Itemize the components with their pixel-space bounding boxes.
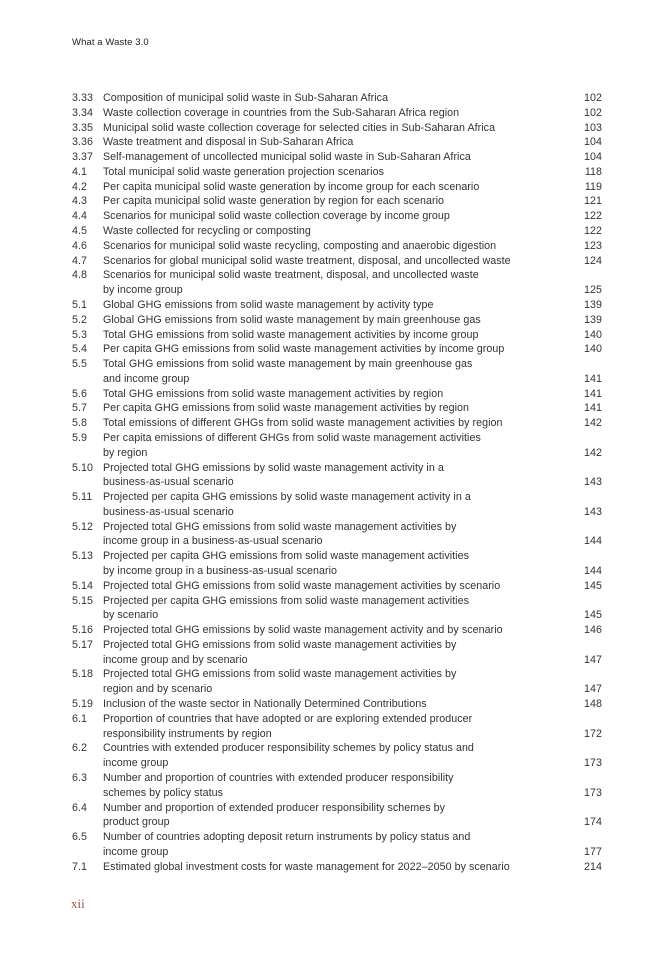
toc-entry-title: Total emissions of different GHGs from solid waste management activities by region <box>103 417 503 430</box>
toc-entry <box>72 121 602 136</box>
toc-entry <box>72 490 602 520</box>
toc-entry <box>72 697 602 712</box>
toc-entry-number: 4.6 <box>72 239 88 252</box>
toc-entry-title: Self-management of uncollected municipal solid waste in Sub-Saharan Africa <box>103 151 471 164</box>
toc-entry-number: 5.5 <box>72 358 88 371</box>
toc-entry-title: Total GHG emissions from solid waste management activities by income group <box>103 328 479 341</box>
toc-entry-page: 142 <box>584 417 602 430</box>
toc-entry-title: Projected total GHG emissions by solid waste management activity in a business-as-usual scenario <box>103 461 444 489</box>
toc-entry-number: 5.18 <box>72 668 94 681</box>
toc-entry-number: 5.2 <box>72 313 88 326</box>
toc-entry-title: Waste treatment and disposal in Sub-Saharan Africa <box>103 136 354 149</box>
toc-entry-page: 147 <box>584 683 602 696</box>
toc-entry-title: Projected per capita GHG emissions by solid waste management activity in a business-as-usual scenario <box>103 491 471 518</box>
toc-entry-number: 3.37 <box>72 151 94 164</box>
toc-entry-page: 144 <box>584 565 602 577</box>
toc-entry-number: 7.1 <box>72 860 88 873</box>
toc-entry-title: Estimated global investment costs for waste management for 2022–2050 by scenario <box>103 860 510 873</box>
toc-entry-number: 4.7 <box>72 254 88 267</box>
toc-entry <box>72 667 602 697</box>
toc-entry-number: 5.11 <box>72 491 93 504</box>
toc-entry <box>72 268 602 298</box>
toc-entry-title: Scenarios for municipal solid waste recycling, composting and anaerobic digestion <box>103 239 497 252</box>
toc-entry-page: 173 <box>584 757 602 770</box>
toc-entry-page: 174 <box>584 816 602 829</box>
toc-entry <box>72 712 602 742</box>
toc-entry <box>72 106 602 121</box>
toc-entry-page: 118 <box>584 165 602 178</box>
toc-entry <box>72 254 602 269</box>
toc-entry-title: Waste collected for recycling or composting <box>103 225 311 238</box>
toc-entry-number: 4.3 <box>72 195 88 208</box>
toc-entry-page: 125 <box>584 284 602 297</box>
toc-entry-number: 5.7 <box>72 402 88 415</box>
toc-entry-title: Projected per capita GHG emissions from solid waste management activities by scenario <box>103 594 469 622</box>
toc-entry-page: 148 <box>584 698 602 711</box>
toc-entry-number: 4.5 <box>72 225 88 238</box>
toc-entry <box>72 239 602 254</box>
toc-entry-page: 172 <box>584 727 602 740</box>
toc-entry-title: Waste collection coverage in countries from the Sub-Saharan Africa region <box>103 106 460 119</box>
toc-entry <box>72 135 602 150</box>
toc-entry <box>72 150 602 165</box>
toc-entry-title: Number of countries adopting deposit return instruments by policy status and income group <box>103 831 471 858</box>
toc-entry-title: Scenarios for municipal solid waste treatment, disposal, and uncollected waste by income group <box>103 269 479 297</box>
toc-entry-page: 102 <box>584 106 602 119</box>
toc-entry-page: 214 <box>584 860 602 873</box>
toc-entry <box>72 416 602 431</box>
toc-entry-number: 5.1 <box>72 298 88 311</box>
toc-entry-title: Number and proportion of extended producer responsibility schemes by product group <box>103 801 446 829</box>
toc-entry-number: 6.2 <box>72 742 88 755</box>
toc-entry <box>72 91 602 106</box>
toc-entry-page: 141 <box>584 402 602 415</box>
toc-entry <box>72 342 602 357</box>
toc-entry-page: 141 <box>584 387 602 400</box>
toc-entry-title: Projected total GHG emissions by solid waste management activity and by scenario <box>103 624 503 637</box>
toc-entry-page: 119 <box>584 180 602 193</box>
toc-entry-number: 6.5 <box>72 831 88 844</box>
toc-entry-number: 6.4 <box>72 801 88 814</box>
toc-entry <box>72 224 602 239</box>
toc-entry-title: Total GHG emissions from solid waste management by main greenhouse gas and income group <box>103 358 473 385</box>
toc-entry-number: 5.19 <box>72 698 94 711</box>
toc-entry <box>72 741 602 771</box>
toc-entry-number: 4.1 <box>72 165 88 178</box>
toc-entry <box>72 165 602 180</box>
toc-entry <box>72 461 602 491</box>
toc-entry-title: Projected total GHG emissions from solid waste management activities by income group and by scenario <box>103 638 457 666</box>
toc-entry-number: 5.12 <box>72 520 94 533</box>
toc-entry-title: Per capita municipal solid waste generation by region for each scenario <box>103 195 444 208</box>
toc-entry-number: 3.34 <box>72 106 94 119</box>
toc-figures-list <box>72 91 602 874</box>
toc-entry-page: 104 <box>584 136 602 149</box>
toc-entry-page: 145 <box>584 609 602 622</box>
running-header: What a Waste 3.0 <box>72 37 149 48</box>
toc-entry-title: Projected total GHG emissions from solid waste management activities by income group in a business-as-usual scenario <box>103 520 457 548</box>
toc-entry-page: 142 <box>584 446 602 459</box>
toc-entry-number: 4.2 <box>72 180 88 193</box>
toc-entry-number: 5.15 <box>72 594 94 607</box>
toc-entry <box>72 860 602 875</box>
toc-entry <box>72 328 602 343</box>
toc-entry <box>72 830 602 860</box>
toc-entry-title: Projected total GHG emissions from solid waste management activities by scenario <box>103 579 501 592</box>
toc-entry <box>72 313 602 328</box>
toc-entry-page: 173 <box>584 786 602 799</box>
toc-entry <box>72 387 602 402</box>
toc-entry-page: 145 <box>584 579 602 592</box>
toc-entry-page: 143 <box>584 476 602 489</box>
toc-entry-title: Proportion of countries that have adopted or are exploring extended producer responsibility instruments by region <box>103 712 473 740</box>
toc-entry <box>72 209 602 224</box>
toc-entry-number: 4.4 <box>72 210 88 223</box>
toc-entry <box>72 520 602 550</box>
toc-entry <box>72 180 602 195</box>
toc-entry <box>72 194 602 209</box>
toc-entry-number: 4.8 <box>72 269 88 282</box>
toc-entry-number: 5.16 <box>72 624 94 637</box>
toc-entry-page: 146 <box>584 624 602 637</box>
toc-entry <box>72 579 602 594</box>
toc-entry-page: 141 <box>584 372 602 385</box>
toc-entry-page: 139 <box>584 313 602 326</box>
toc-entry-title: Per capita municipal solid waste generation by income group for each scenario <box>103 180 480 193</box>
page-number-folio: xii <box>71 896 85 911</box>
toc-entry-number: 3.35 <box>72 121 94 134</box>
toc-entry-title: Per capita emissions of different GHGs from solid waste management activities by region <box>103 431 481 459</box>
toc-entry-page: 147 <box>584 653 602 666</box>
toc-entry-title: Municipal solid waste collection coverage for selected cities in Sub-Saharan Africa <box>103 121 496 134</box>
toc-entry-page: 143 <box>584 505 602 518</box>
toc-entry-page: 177 <box>584 845 602 858</box>
toc-entry-title: Global GHG emissions from solid waste management by activity type <box>103 298 434 311</box>
toc-entry-number: 5.4 <box>72 343 88 356</box>
toc-entry-number: 5.3 <box>72 328 88 341</box>
toc-entry <box>72 623 602 638</box>
toc-entry-title: Total GHG emissions from solid waste management activities by region <box>103 387 444 400</box>
toc-entry-number: 5.17 <box>72 638 94 651</box>
toc-entry-page: 140 <box>584 343 602 356</box>
toc-entry <box>72 801 602 831</box>
toc-entry <box>72 638 602 668</box>
toc-entry-title: Scenarios for municipal solid waste collection coverage by income group <box>103 210 450 223</box>
toc-entry-title: Scenarios for global municipal solid waste treatment, disposal, and uncollected waste <box>103 254 511 267</box>
toc-entry-title: Total municipal solid waste generation projection scenarios <box>103 165 384 178</box>
toc-entry-title: Inclusion of the waste sector in Nationally Determined Contributions <box>103 698 427 711</box>
toc-entry-title: Projected total GHG emissions from solid waste management activities by region and by scenario <box>103 668 457 696</box>
toc-entry <box>72 549 602 579</box>
toc-entry-title: Countries with extended producer responsibility schemes by policy status and income group <box>103 742 474 770</box>
toc-entry-title: Global GHG emissions from solid waste management by main greenhouse gas <box>103 313 481 326</box>
toc-entry-number: 5.10 <box>72 461 94 474</box>
toc-entry-title: Per capita GHG emissions from solid waste management activities by region <box>103 402 469 415</box>
toc-entry-number: 6.3 <box>72 771 88 784</box>
toc-entry-title: Projected per capita GHG emissions from solid waste management activities by income group in a business-as-usual scenario <box>103 550 469 577</box>
toc-entry-page: 123 <box>584 239 602 252</box>
toc-entry-number: 3.36 <box>72 136 94 149</box>
toc-entry-page: 140 <box>584 328 602 341</box>
toc-entry-page: 122 <box>584 210 602 223</box>
toc-entry-page: 103 <box>584 121 602 134</box>
toc-entry-title: Composition of municipal solid waste in Sub-Saharan Africa <box>103 92 389 104</box>
toc-entry-number: 5.6 <box>72 387 88 400</box>
toc-entry-page: 104 <box>584 151 602 164</box>
toc-entry-number: 3.33 <box>72 92 94 104</box>
toc-entry-page: 121 <box>584 195 602 208</box>
toc-entry-title: Number and proportion of countries with extended producer responsibility schemes by policy status <box>103 771 454 799</box>
toc-entry-number: 5.9 <box>72 431 88 444</box>
toc-entry-title: Per capita GHG emissions from solid waste management activities by income group <box>103 343 505 356</box>
toc-entry-number: 5.13 <box>72 550 94 563</box>
toc-entry-page: 102 <box>584 92 602 104</box>
toc-entry <box>72 594 602 624</box>
toc-entry-page: 124 <box>584 254 602 267</box>
toc-entry <box>72 298 602 313</box>
toc-entry <box>72 771 602 801</box>
toc-entry-number: 5.14 <box>72 579 94 592</box>
toc-entry <box>72 431 602 461</box>
toc-entry <box>72 357 602 387</box>
toc-entry-page: 144 <box>584 535 602 548</box>
toc-entry-page: 139 <box>584 298 602 311</box>
toc-entry-number: 5.8 <box>72 417 88 430</box>
toc-entry-page: 122 <box>584 225 602 238</box>
toc-entry <box>72 401 602 416</box>
toc-entry-number: 6.1 <box>72 712 88 725</box>
